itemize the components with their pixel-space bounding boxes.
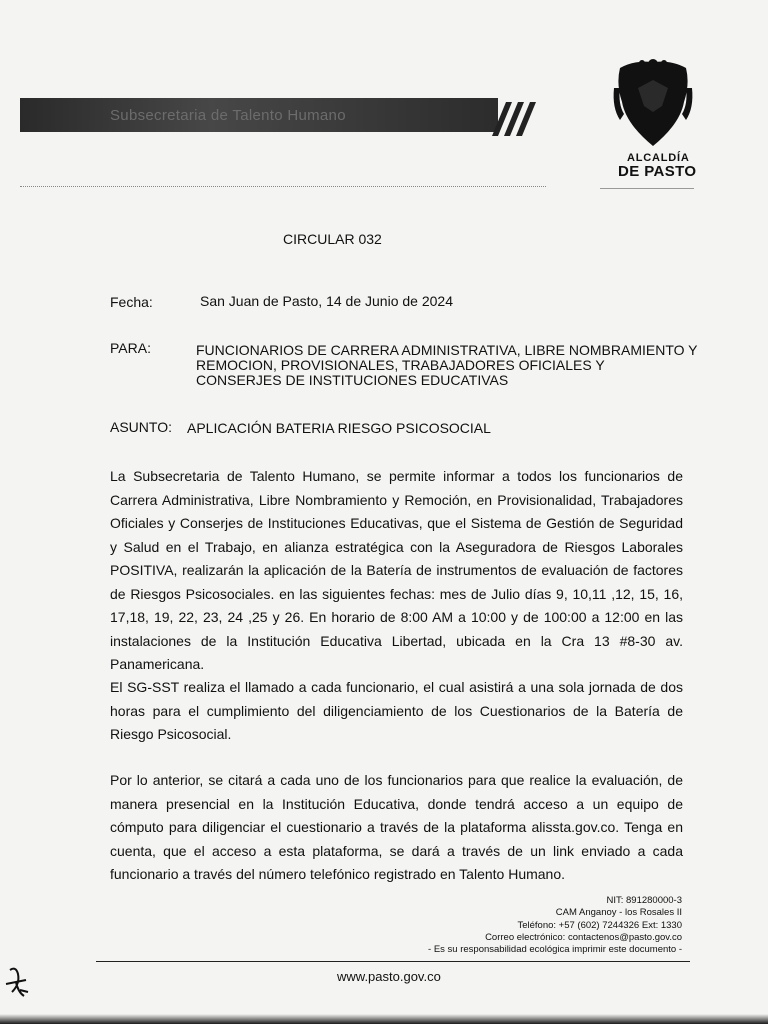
fecha-value: San Juan de Pasto, 14 de Junio de 2024 [200,293,453,309]
banner-text: Subsecretaria de Talento Humano [110,107,346,124]
footer-address: CAM Anganoy - los Rosales II [555,907,682,919]
footer-nit: NIT: 891280000-3 [606,895,682,906]
footer-eco-note: - Es su responsabilidad ecológica imprimir este documento - [428,944,682,956]
coat-of-arms-icon [612,58,694,152]
fecha-label: Fecha: [110,294,153,310]
footer-phone: Teléfono: +57 (602) 7244326 Ext: 1330 [517,919,682,931]
para-line: CONSERJES DE INSTITUCIONES EDUCATIVAS [196,372,509,388]
signature-mark [2,962,32,1002]
para-label: PARA: [110,340,151,356]
footer-contact [428,895,682,956]
header-divider [20,186,546,187]
footer-divider [96,961,690,962]
header-divider-short [600,188,694,189]
body-paragraph-3: Por lo anterior, se citará a cada uno de los funcionarios para que realice la evaluación, de manera presencial en la Institución Educativa, donde tendrá acceso a un equipo de cómputo para diligenciar el cuestionario a través de la plataforma alissta.gov.co. Tenga en cuenta, que el acceso a esta plataforma, se dará a través de un link enviado a cada funcionario a través del número telefónico registrado en Talento Humano. [110,772,683,882]
header-banner [20,98,498,132]
body-paragraph-2: El SG-SST realiza el llamado a cada funcionario, el cual asistirá a una sola jornada de dos horas para el cumplimiento del diligenciamiento de los Cuestionarios de la Batería de Riesgo Psicosocial. [110,679,683,742]
logo-de-pasto: DE PASTO [618,163,697,180]
asunto-label: ASUNTO: [110,419,172,435]
slashes-icon [478,98,538,138]
document-title: CIRCULAR 032 [283,231,382,247]
para-line: FUNCIONARIOS DE CARRERA ADMINISTRATIVA, LIBRE NOMBRAMIENTO Y [196,342,698,358]
body-paragraph-1: La Subsecretaria de Talento Humano, se permite informar a todos los funcionarios de Carrera Administrativa, Libre Nombramiento y Remoción, en Provisionalidad, Trabajadores Oficiales y Conserjes de Instituciones Educativas, que el Sistema de Gestión de Seguridad y Salud en el Trabajo, en alianza estratégica con la Aseguradora de Riesgos Laborales POSITIVA, realizarán la aplicación de la Batería de instrumentos de evaluación de factores de Riesgos Psicosociales. en las siguientes fechas: mes de Julio días 9, 10,11 ,12, 15, 16, 17,18, 19, 22, 23, 24 ,25 y 26. En horario de 8:00 AM a 10:00 y de 100:00 a 12:00 en las instalaciones de la Institución Educativa Libertad, ubicada en la Cra 13 #8-30 av. Panamericana. [110,468,683,672]
scan-edge [0,1014,768,1024]
footer-website[interactable]: www.pasto.gov.co [337,969,441,984]
asunto-value: APLICACIÓN BATERIA RIESGO PSICOSOCIAL [187,420,491,436]
footer-email: Correo electrónico: contactenos@pasto.gov.co [485,931,682,943]
logo-alcaldia: ALCALDÍA [627,152,690,164]
para-line: REMOCION, PROVISIONALES, TRABAJADORES OFICIALES Y [196,357,605,373]
